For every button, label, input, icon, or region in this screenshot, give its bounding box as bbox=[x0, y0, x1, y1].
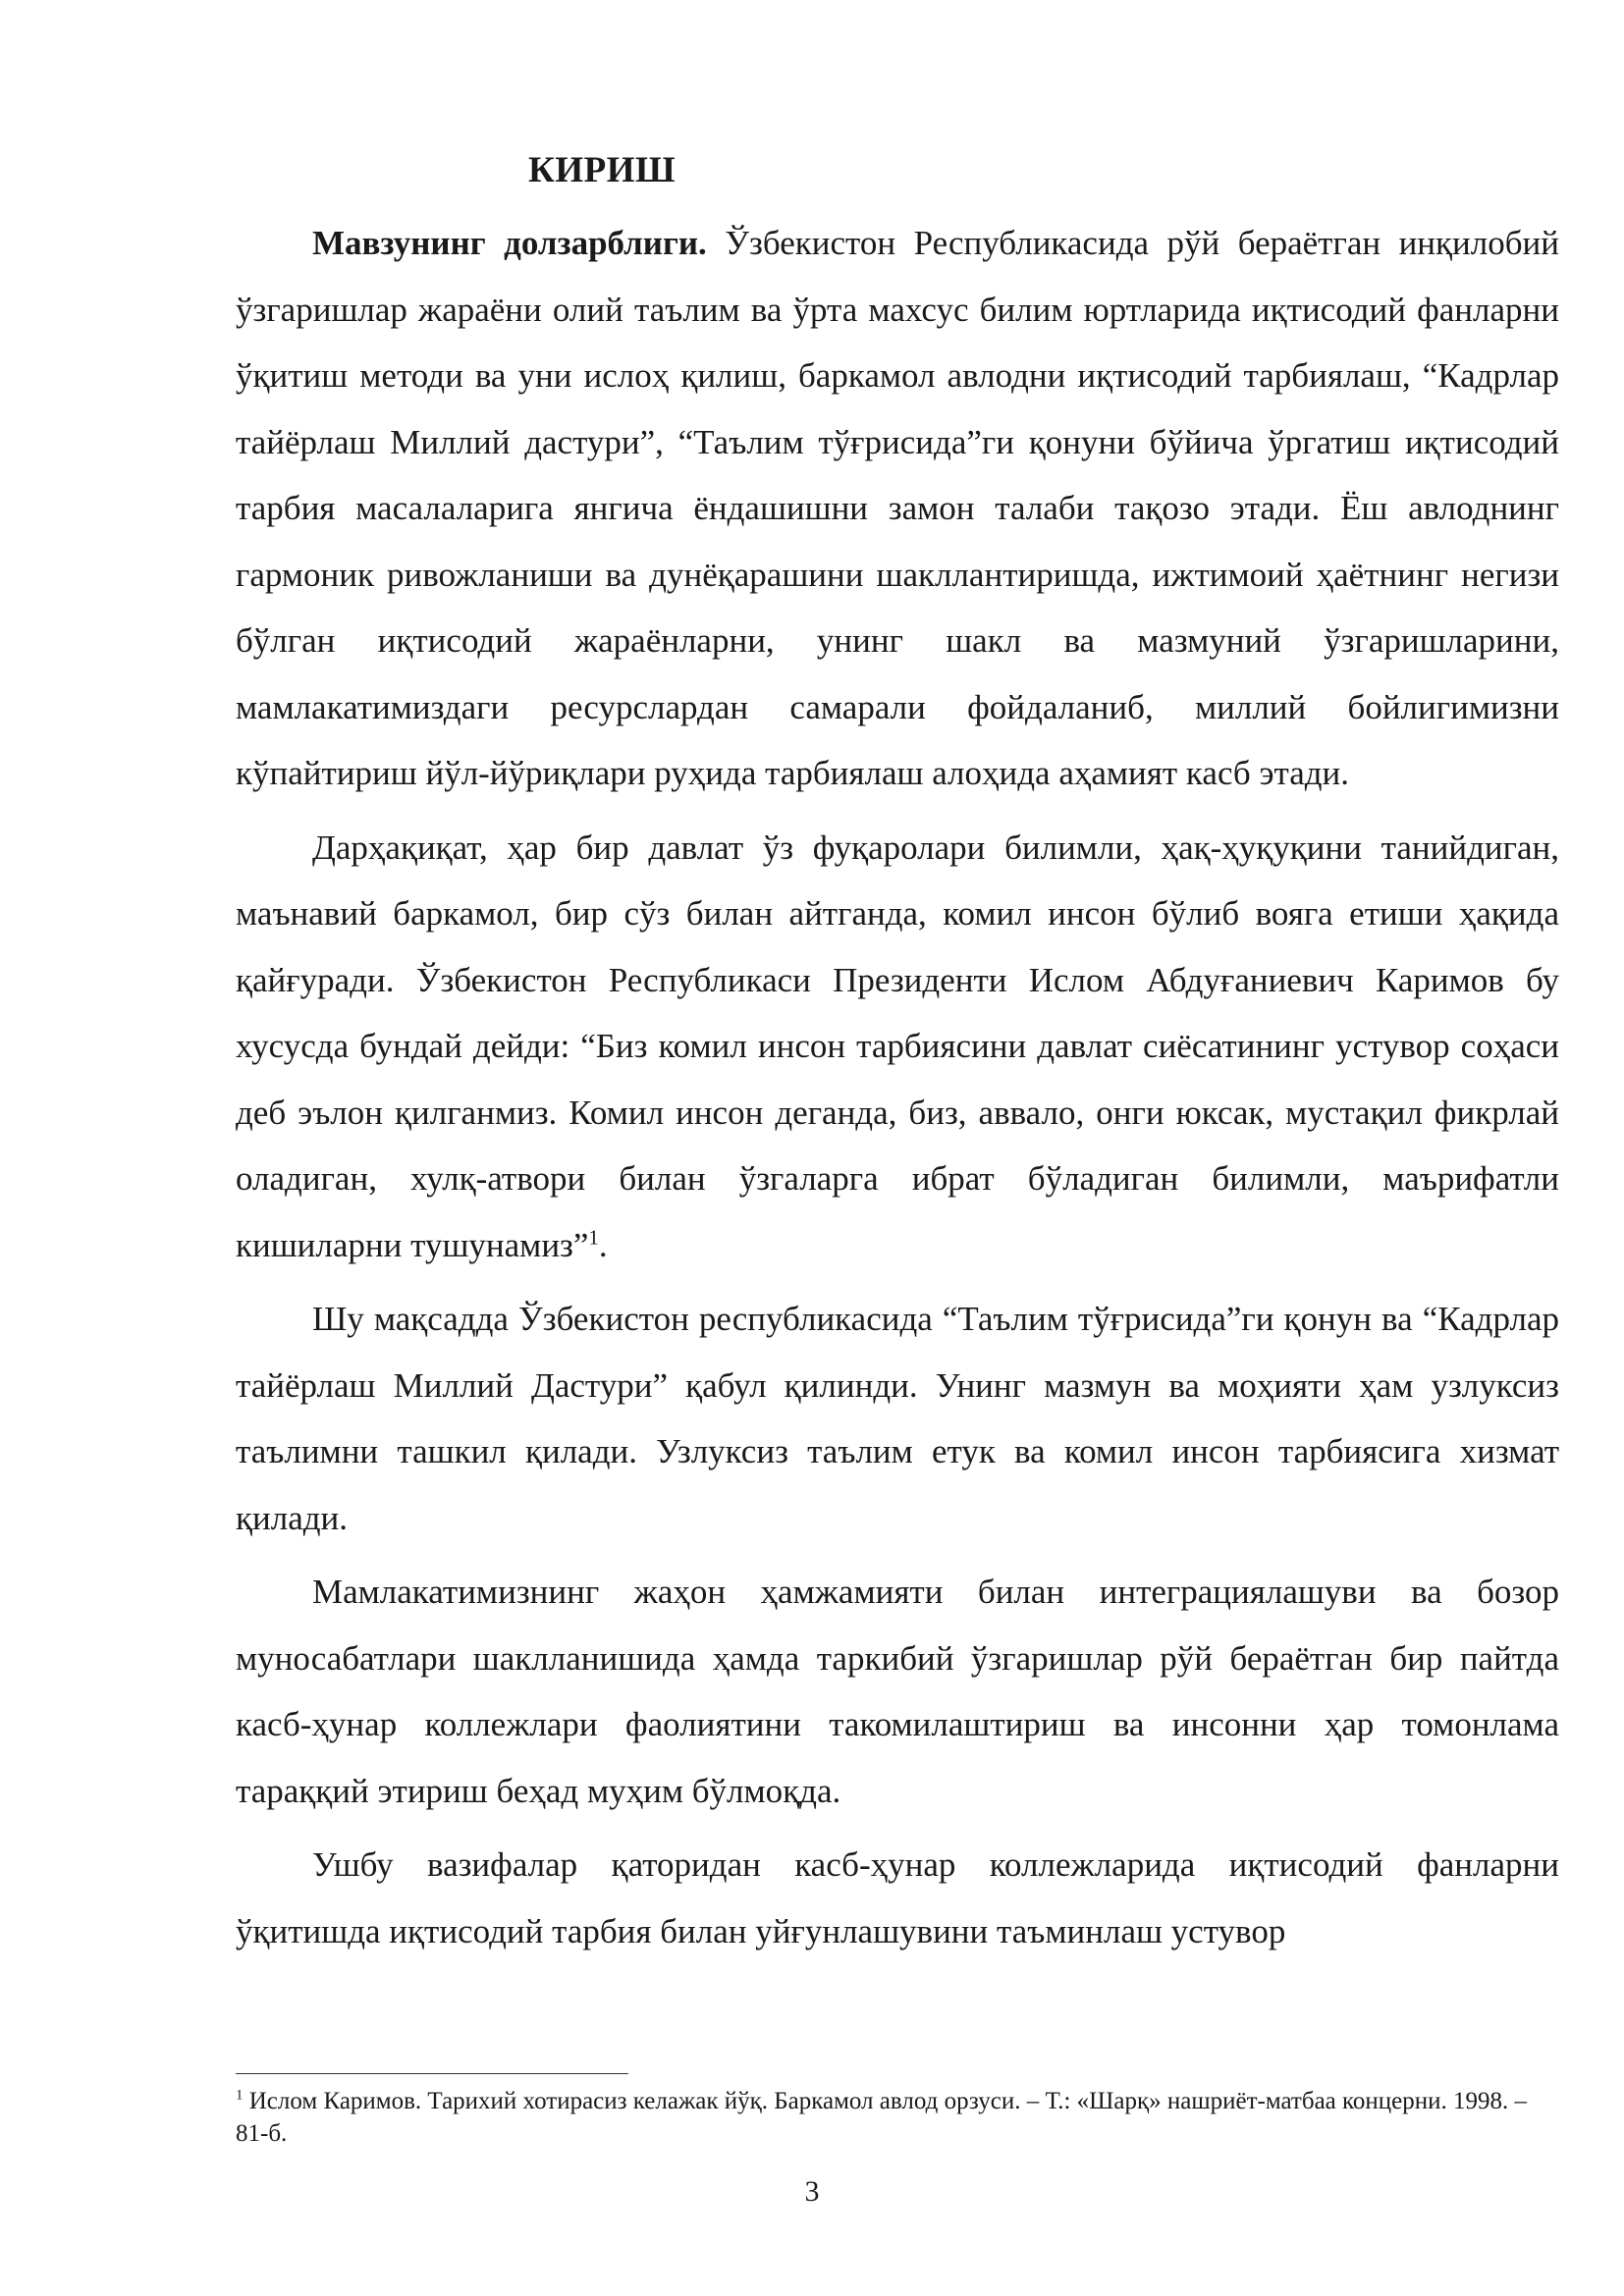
paragraph-law bbox=[236, 1286, 1559, 1551]
paragraph-lead: Мавзунинг долзарблиги. bbox=[312, 224, 707, 262]
footnote-mark: 1 bbox=[236, 2087, 244, 2104]
body-text bbox=[236, 210, 1559, 1964]
page-number: 3 bbox=[804, 2175, 820, 2208]
footnote-text: Ислом Каримов. Тарихий хотирасиз келажак йўқ. Баркамол авлод орзуси. – Т.: «Шарқ» нашриёт-матбаа концерни. 1998. – 81-б. bbox=[236, 2088, 1528, 2147]
paragraph-text: Ушбу вазифалар қаторидан касб-ҳунар коллежларида иқтисодий фанларни ўқитишда иқтисодий тарбия билан уйғунлашувини таъминлаш устувор bbox=[236, 1845, 1559, 1950]
paragraph-citation bbox=[236, 815, 1559, 1279]
footnote-reference[interactable]: 1 bbox=[588, 1224, 599, 1249]
paragraph-text: Мамлакатимизнинг жаҳон ҳамжамияти билан интеграциялашуви ва бозор муносабатлари шаклланишида ҳамда таркибий ўзгаришлар рўй бераётган бир пайтда касб-ҳунар коллежлари фаолиятини такомилаштириш ва инсонни ҳар томонлама тараққий этириш беҳад муҳим бўлмоқда. bbox=[236, 1573, 1559, 1810]
section-heading: КИРИШ bbox=[528, 150, 677, 190]
paragraph-text: Ўзбекистон Республикасида рўй бераётган инқилобий ўзгаришлар жараёни олий таълим ва ўрта махсус билим юртларида иқтисодий фанларни ўқитиш методи ва уни ислоҳ қилиш, баркамол авлодни иқтисодий тарбиялаш, “Кадрлар тайёрлаш Миллий дастури”, “Таълим тўғрисида”ги қонуни бўйича ўргатиш иқтисодий тарбия масалаларига янгича ёндашишни замон талаби тақозо этади. Ёш авлоднинг гармоник ривожланиши ва дунёқарашини шакллантиришда, ижтимоий ҳаётнинг негизи бўлган иқтисодий жараёнларни, унинг шакл ва мазмуний ўзгаришларини, мамлакатимиздаги ресурслардан самарали фойдаланиб, миллий бойлигимизни кўпайтириш йўл-йўриқлари руҳида тарбиялаш алоҳида аҳамият касб этади. bbox=[236, 224, 1560, 792]
paragraph-tasks bbox=[236, 1832, 1559, 1964]
paragraph-text: Шу мақсадда Ўзбекистон республикасида “Таълим тўғрисида”ги қонун ва “Кадрлар тайёрлаш Миллий Дастури” қабул қилинди. Унинг мазмун ва моҳияти ҳам узлуксиз таълимни ташкил қилади. Узлуксиз таълим етук ва комил инсон тарбиясига хизмат қилади. bbox=[236, 1300, 1559, 1537]
footnote bbox=[236, 2085, 1559, 2150]
paragraph-text: Дарҳақиқат, ҳар бир давлат ўз фуқаролари билимли, ҳақ-ҳуқуқини танийдиган, маънавий баркамол, бир сўз билан айтганда, комил инсон бўлиб вояга етиши ҳақида қайғуради. Ўзбекистон Республикаси Президенти Ислом Абдуғаниевич Каримов бу хусусда бундай дейди: “Биз комил инсон тарбиясини давлат сиёсатининг устувор соҳаси деб эълон қилганмиз. Комил инсон деганда, биз, аввало, онги юксак, мустақил фикрлай оладиган, хулқ-атвори билан ўзгаларга ибрат бўладиган билимли, маърифатли кишиларни тушунамиз” bbox=[236, 828, 1559, 1264]
paragraph-integration bbox=[236, 1559, 1559, 1824]
paragraph-text-end: . bbox=[598, 1225, 608, 1264]
footnote-separator bbox=[236, 2073, 628, 2074]
paragraph-relevance bbox=[236, 210, 1559, 807]
